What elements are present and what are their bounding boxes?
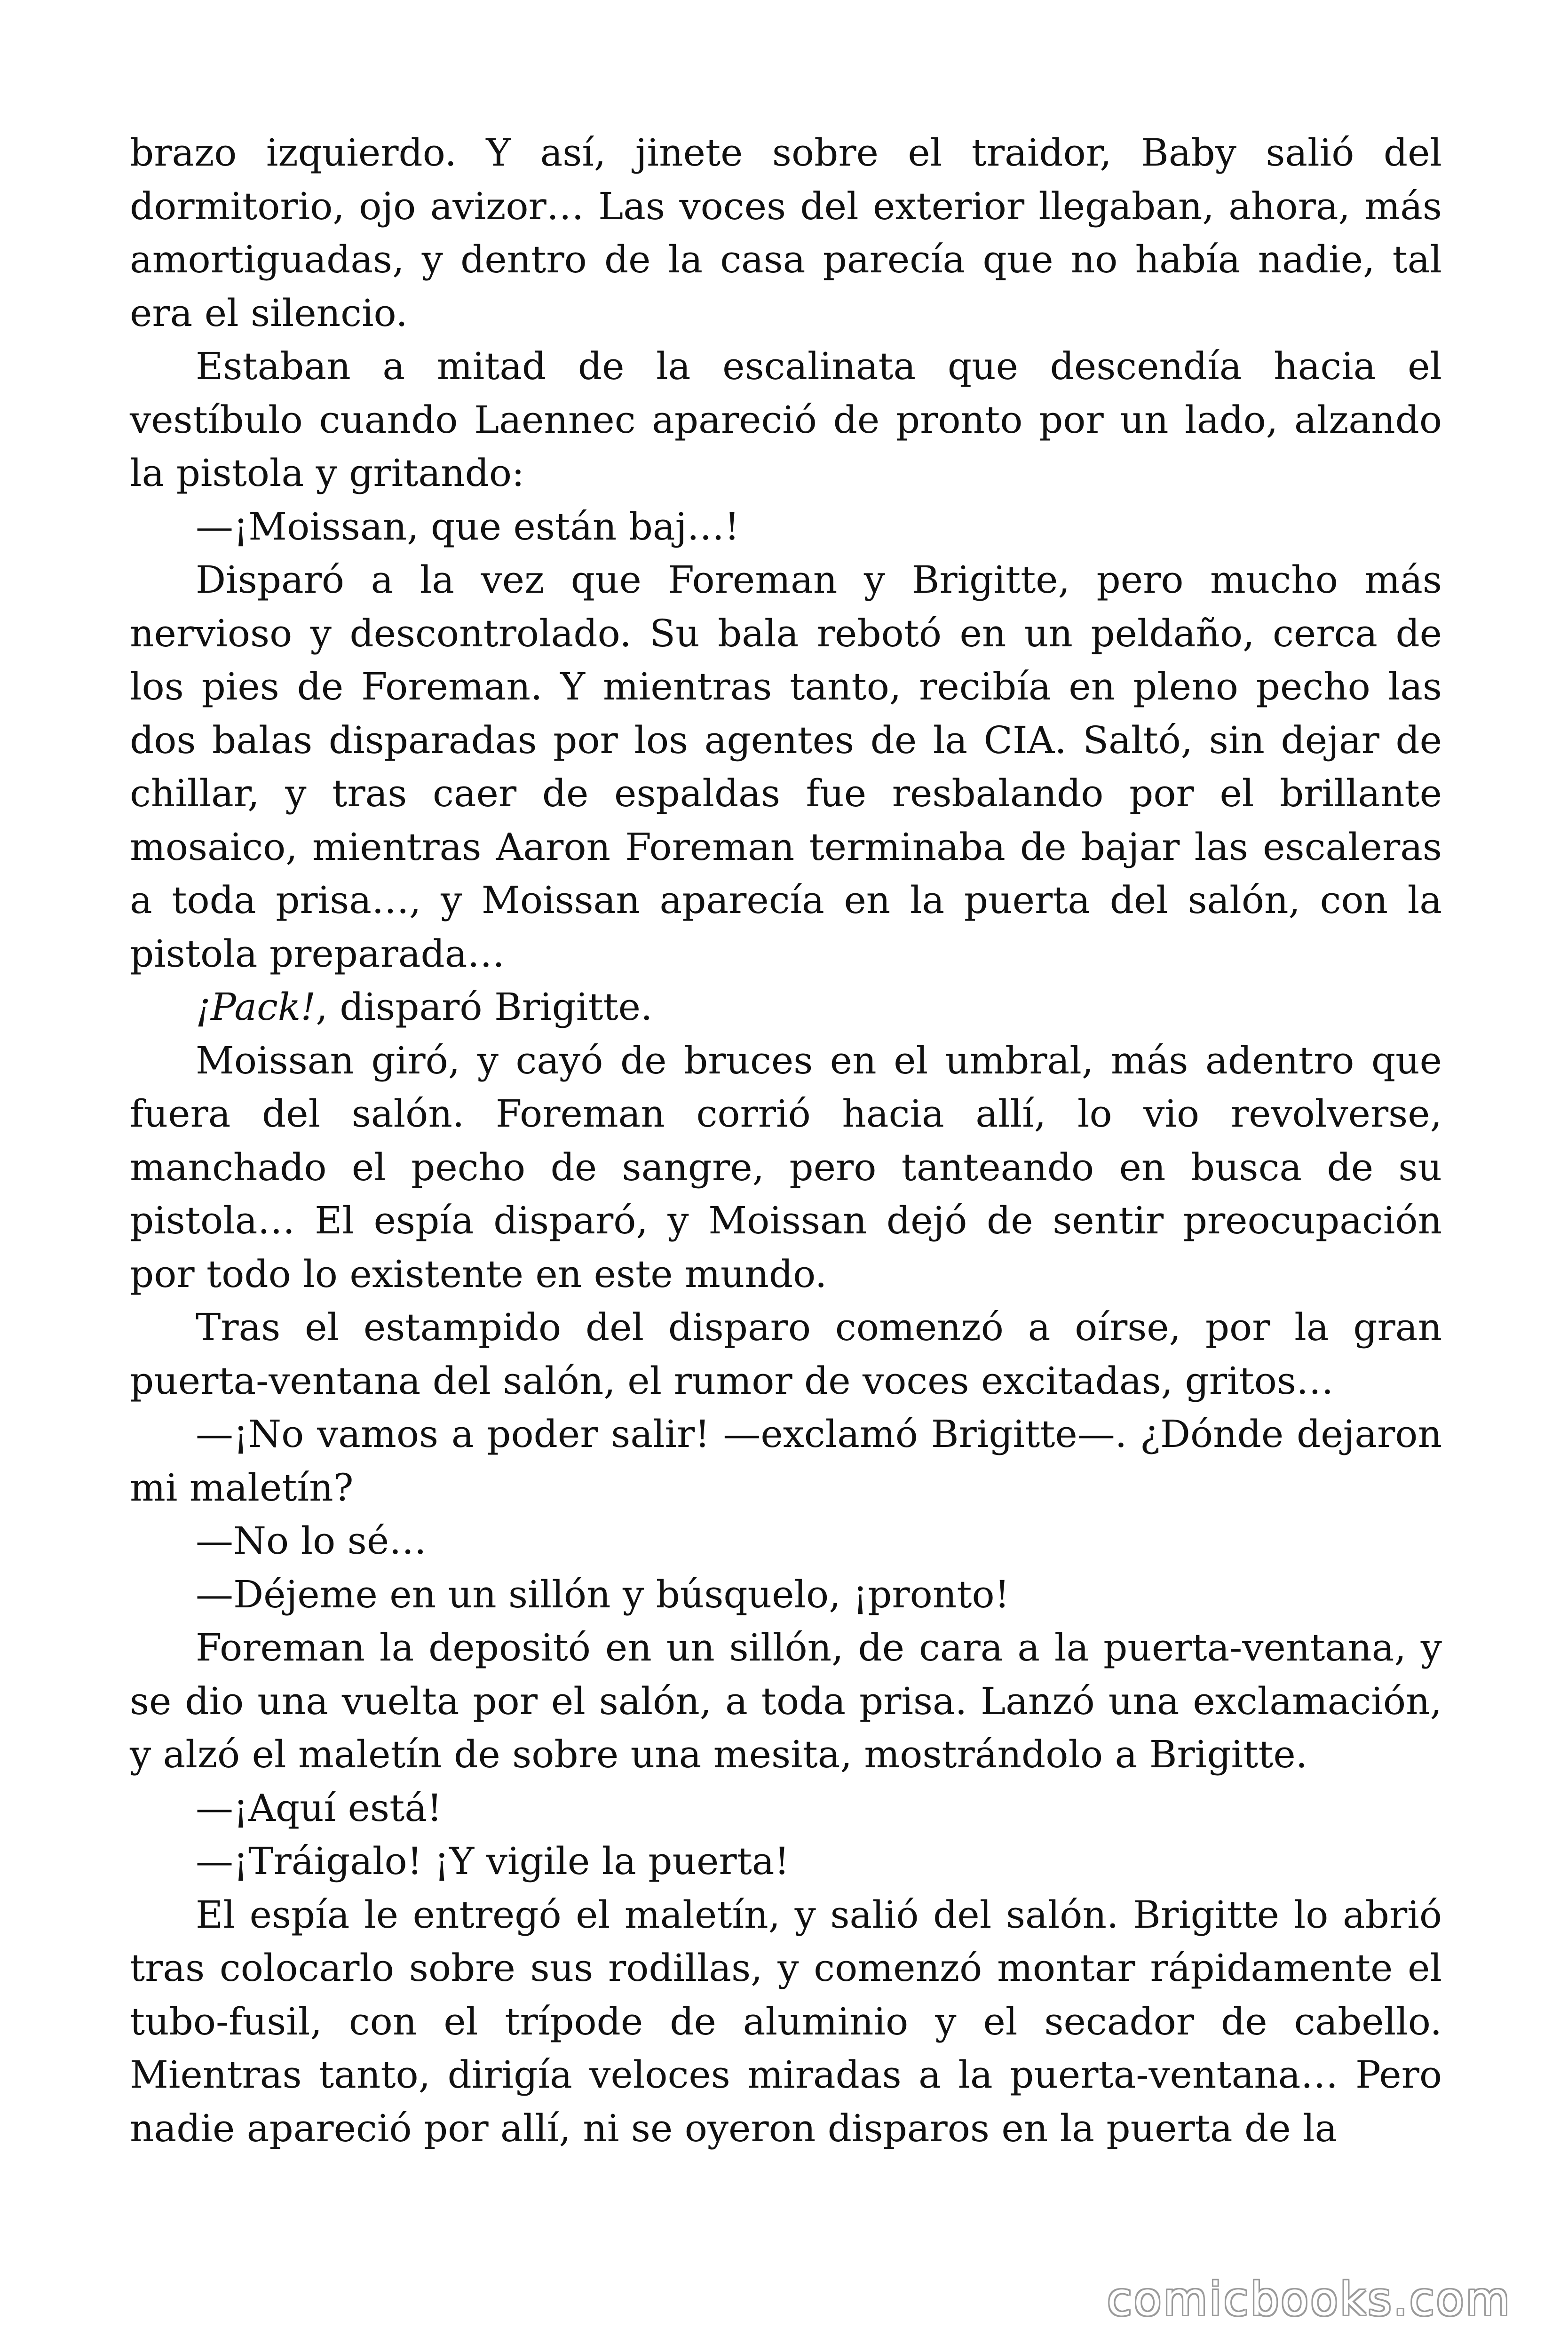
dialogue-line: —¡Aquí está! [196,1786,443,1830]
paragraph: Disparó a la vez que Foreman y Brigitte, pero mucho más nervioso y descontrolado. Su bala rebotó en un peldaño, cerca de los pies de Foreman. Y mientras tanto, recibía en pleno pecho las dos balas disparadas por los agentes de la CIA. Saltó, sin dejar de chillar, y tras caer de espaldas fue resbalando por el brillante mosaico, mientras Aaron Foreman terminaba de bajar las escaleras a toda prisa…, y Moissan aparecía en la puerta del salón, con la pistola preparada… [130,558,1442,976]
dialogue-line: —No lo sé… [196,1519,427,1563]
dialogue-line: —¡Moissan, que están baj…! [196,504,740,548]
dialogue-line: —Déjeme en un sillón y búsquelo, ¡pronto! [196,1572,1010,1616]
paragraph: brazo izquierdo. Y así, jinete sobre el traidor, Baby salió del dormitorio, ojo avizor… Las voces del exterior llegaban, ahora, más amortiguadas, y dentro de la casa parecía que no había nadie, tal era el silencio. [130,131,1442,335]
sound-effect: ¡Pack! [196,985,316,1029]
watermark: comicbooks.com [1107,2273,1512,2326]
paragraph: Foreman la depositó en un sillón, de cara a la puerta-ventana, y se dio una vuelta por el salón, a toda prisa. Lanzó una exclamación, y alzó el maletín de sobre una mesita, mostrándolo a Brigitte. [130,1626,1442,1776]
paragraph: El espía le entregó el maletín, y salió del salón. Brigitte lo abrió tras colocarlo sobre sus rodillas, y comenzó montar rápidamente el tubo-fusil, con el trípode de aluminio y el secador de cabello. Mientras tanto, dirigía veloces miradas a la puerta-ventana… Pero nadie apareció por allí, ni se oyeron disparos en la puerta de la [130,1892,1442,2150]
paragraph [130,980,1442,1034]
dialogue-line: —¡No vamos a poder salir! —exclamó Brigitte—. ¿Dónde dejaron mi maletín? [130,1412,1442,1510]
paragraph: Estaban a mitad de la escalinata que descendía hacia el vestíbulo cuando Laennec apareció de pronto por un lado, alzando la pistola y gritando: [130,344,1442,495]
paragraph-text: , disparó Brigitte. [316,985,653,1029]
paragraph: Moissan giró, y cayó de bruces en el umbral, más adentro que fuera del salón. Foreman corrió hacia allí, lo vio revolverse, manchado el pecho de sangre, pero tanteando en busca de su pistola… El espía disparó, y Moissan dejó de sentir preocupación por todo lo existente en este mundo. [130,1038,1442,1296]
dialogue-line: —¡Tráigalo! ¡Y vigile la puerta! [196,1839,790,1883]
page-body [130,126,1442,2155]
paragraph: Tras el estampido del disparo comenzó a oírse, por la gran puerta-ventana del salón, el rumor de voces excitadas, gritos… [130,1305,1442,1403]
